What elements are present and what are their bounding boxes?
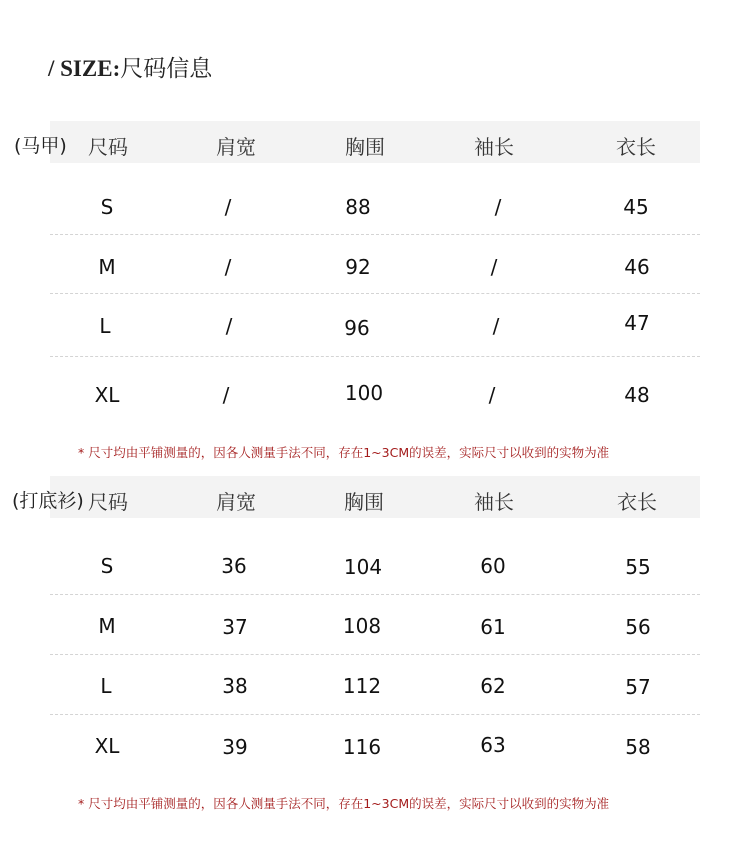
table-row bbox=[0, 654, 750, 714]
cell-shoulder: 36 bbox=[221, 554, 247, 578]
measurement-note: * 尺寸均由平铺测量的，因各人测量手法不同，存在1~3CM的误差，实际尺寸以收到的实物为准 bbox=[78, 796, 610, 811]
cell-sleeve: / bbox=[490, 255, 498, 279]
cell-sleeve: / bbox=[488, 383, 496, 407]
column-header-chest: 胸围 bbox=[345, 135, 385, 159]
cell-chest: 108 bbox=[342, 614, 382, 638]
cell-length: 47 bbox=[624, 311, 650, 335]
table-row bbox=[0, 234, 750, 294]
cell-size: M bbox=[98, 614, 116, 638]
column-header-chest: 胸围 bbox=[344, 490, 384, 514]
cell-shoulder: 38 bbox=[222, 674, 248, 698]
cell-shoulder: 39 bbox=[222, 735, 248, 759]
page-title-en: / SIZE: bbox=[48, 56, 121, 81]
cell-size: L bbox=[100, 674, 112, 698]
table-group-label: (马甲) bbox=[14, 135, 67, 157]
table-row bbox=[0, 534, 750, 594]
measurement-note: * 尺寸均由平铺测量的，因各人测量手法不同，存在1~3CM的误差，实际尺寸以收到的实物为准 bbox=[78, 445, 610, 460]
column-header-sleeve: 袖长 bbox=[474, 490, 514, 514]
cell-length: 56 bbox=[625, 615, 651, 639]
table-row bbox=[0, 714, 750, 774]
cell-size: XL bbox=[94, 734, 120, 758]
column-header-length: 衣长 bbox=[617, 490, 657, 514]
cell-shoulder: 37 bbox=[222, 615, 248, 639]
column-header-sleeve: 袖长 bbox=[474, 135, 514, 159]
cell-shoulder: / bbox=[225, 314, 233, 338]
cell-shoulder: / bbox=[224, 195, 232, 219]
cell-chest: 116 bbox=[342, 735, 382, 759]
page-title-zh: 尺码信息 bbox=[120, 56, 213, 82]
column-header-shoulder: 肩宽 bbox=[216, 490, 256, 514]
cell-length: 58 bbox=[625, 735, 651, 759]
cell-chest: 100 bbox=[344, 381, 384, 405]
table-group-label: (打底衫) bbox=[12, 490, 84, 512]
cell-chest: 92 bbox=[345, 255, 371, 279]
column-header-shoulder: 肩宽 bbox=[216, 135, 256, 159]
column-header-length: 衣长 bbox=[616, 135, 656, 159]
cell-sleeve: / bbox=[492, 314, 500, 338]
cell-sleeve: 63 bbox=[480, 733, 506, 757]
table-row bbox=[0, 356, 750, 416]
table-row bbox=[0, 173, 750, 233]
cell-size: L bbox=[99, 314, 111, 338]
cell-size: XL bbox=[94, 383, 120, 407]
cell-sleeve: 61 bbox=[480, 615, 506, 639]
page-title bbox=[48, 50, 212, 83]
cell-shoulder: / bbox=[224, 255, 232, 279]
column-header-size: 尺码 bbox=[88, 135, 128, 159]
cell-sleeve: / bbox=[494, 195, 502, 219]
cell-length: 46 bbox=[624, 255, 650, 279]
cell-shoulder: / bbox=[222, 383, 230, 407]
cell-length: 57 bbox=[625, 675, 651, 699]
cell-chest: 96 bbox=[344, 316, 370, 340]
cell-length: 45 bbox=[623, 195, 649, 219]
table-row bbox=[0, 293, 750, 353]
cell-length: 55 bbox=[625, 555, 651, 579]
cell-size: S bbox=[100, 554, 114, 578]
cell-size: M bbox=[98, 255, 116, 279]
cell-chest: 88 bbox=[345, 195, 371, 219]
cell-sleeve: 62 bbox=[480, 674, 506, 698]
cell-size: S bbox=[100, 195, 114, 219]
cell-chest: 104 bbox=[343, 555, 383, 579]
cell-chest: 112 bbox=[342, 674, 382, 698]
table-row bbox=[0, 594, 750, 654]
column-header-size: 尺码 bbox=[88, 490, 128, 514]
cell-sleeve: 60 bbox=[480, 554, 506, 578]
cell-length: 48 bbox=[624, 383, 650, 407]
